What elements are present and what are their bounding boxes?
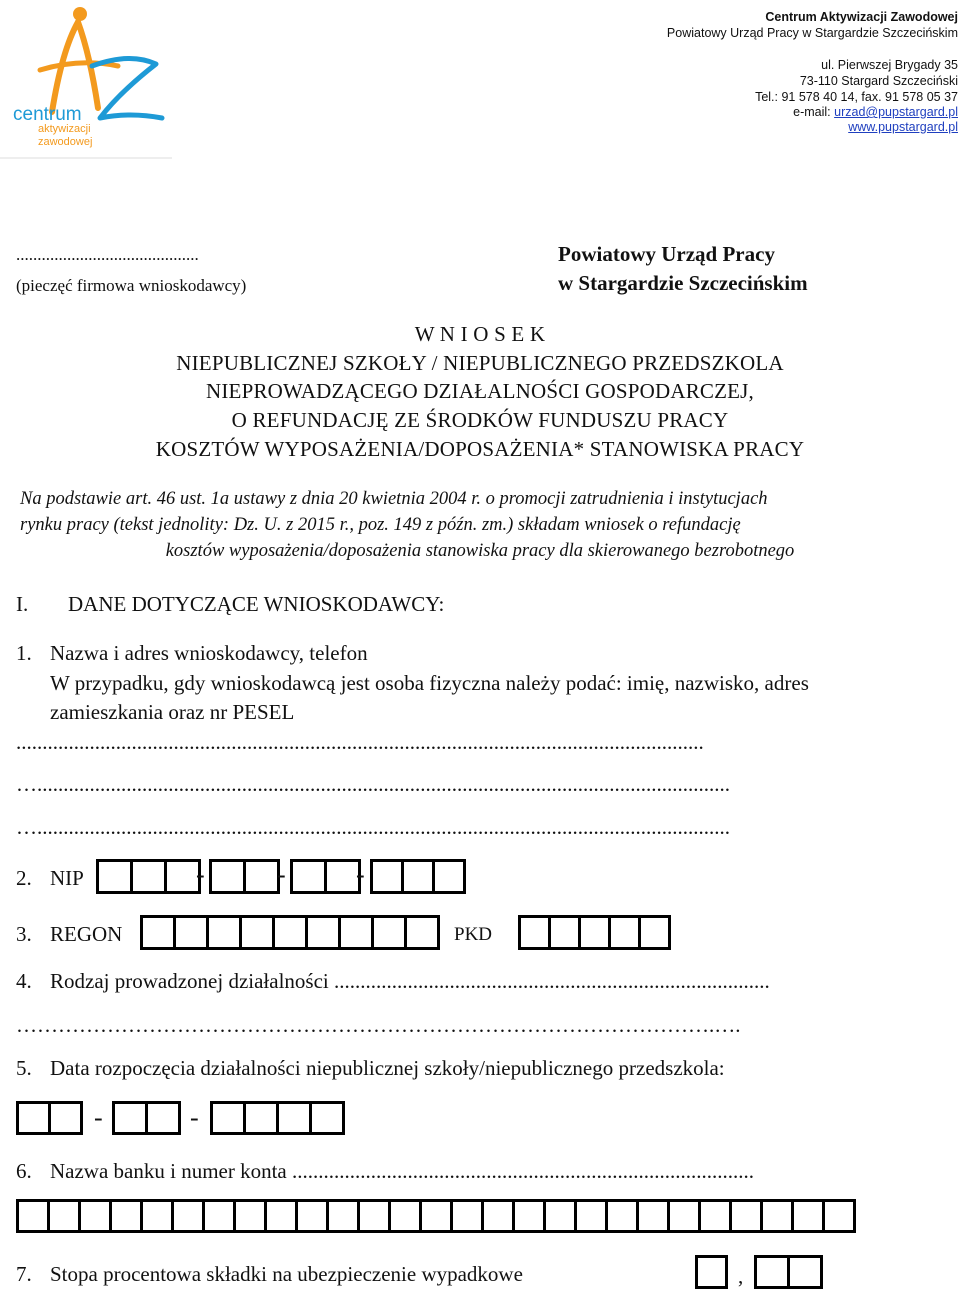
- nip-digit-box[interactable]: [401, 859, 435, 894]
- title-line2: NIEPUBLICZNEJ SZKOŁY / NIEPUBLICZNEGO PRZEDSZKOLA: [176, 351, 784, 375]
- q7-label: Stopa procentowa składki na ubezpieczenie wypadkowe: [50, 1262, 523, 1286]
- nip-digit-box[interactable]: [96, 859, 133, 894]
- regon-digit-box[interactable]: [206, 915, 242, 950]
- q1-hint1: W przypadku, gdy wnioskodawcą jest osoba fizyczna należy podać: imię, nazwisko, adres: [50, 671, 809, 695]
- rate-comma: ,: [738, 1264, 744, 1288]
- regon-digit-box[interactable]: [140, 915, 176, 950]
- account-digit-box[interactable]: [729, 1199, 763, 1233]
- header-street: ul. Pierwszej Brygady 35: [821, 58, 958, 72]
- account-digit-box[interactable]: [140, 1199, 174, 1233]
- account-digit-box[interactable]: [481, 1199, 515, 1233]
- regon-boxes[interactable]: [140, 915, 440, 950]
- account-digit-box[interactable]: [822, 1199, 856, 1233]
- section1-title: DANE DOTYCZĄCE WNIOSKODAWCY:: [68, 592, 445, 616]
- q4-label[interactable]: Rodzaj prowadzonej działalności ...................................................................................: [50, 969, 770, 993]
- pkd-char-box[interactable]: [608, 915, 641, 950]
- account-digit-box[interactable]: [512, 1199, 546, 1233]
- q7-num: 7.: [16, 1262, 32, 1286]
- q6-label[interactable]: Nazwa banku i numer konta ........................................................................................: [50, 1159, 755, 1183]
- account-digit-box[interactable]: [109, 1199, 143, 1233]
- q4-num: 4.: [16, 969, 32, 993]
- account-digit-box[interactable]: [760, 1199, 794, 1233]
- account-digit-box[interactable]: [419, 1199, 453, 1233]
- q1-num: 1.: [16, 641, 32, 665]
- q1-fill-line2[interactable]: …....................................................................................................................................: [16, 772, 730, 796]
- q3-pkd-label: PKD: [454, 924, 493, 945]
- nip-digit-box[interactable]: [209, 859, 246, 894]
- stamp-dots: ...........................................: [16, 245, 199, 264]
- account-digit-box[interactable]: [171, 1199, 205, 1233]
- pkd-char-box[interactable]: [518, 915, 551, 950]
- logo-text-centrum: centrum: [13, 104, 82, 125]
- account-digit-box[interactable]: [574, 1199, 608, 1233]
- q1-hint2: zamieszkania oraz nr PESEL: [50, 700, 295, 724]
- date-year-box[interactable]: [276, 1101, 312, 1135]
- account-digit-box[interactable]: [450, 1199, 484, 1233]
- legal-line2: rynku pracy (tekst jednolity: Dz. U. z 2015 r., poz. 149 z późn. zm.) składam wniosek o refundację: [20, 515, 741, 535]
- account-digit-box[interactable]: [78, 1199, 112, 1233]
- pkd-char-box[interactable]: [638, 915, 671, 950]
- nip-group-2[interactable]: [209, 859, 280, 894]
- q2-num: 2.: [16, 866, 32, 890]
- nip-group-3[interactable]: [290, 859, 361, 894]
- q5-num: 5.: [16, 1056, 32, 1080]
- rate-integer-digit-box[interactable]: [695, 1255, 728, 1289]
- account-digit-box[interactable]: [202, 1199, 236, 1233]
- q2-label: NIP: [50, 866, 84, 890]
- date-year-box[interactable]: [243, 1101, 279, 1135]
- header-city: 73-110 Stargard Szczeciński: [799, 74, 958, 88]
- nip-group-4[interactable]: [370, 859, 466, 894]
- legal-line3: kosztów wyposażenia/doposażenia stanowiska pracy dla skierowanego bezrobotnego: [165, 541, 795, 561]
- pkd-char-box[interactable]: [548, 915, 581, 950]
- q5-label: Data rozpoczęcia działalności niepublicznej szkoły/niepublicznego przedszkola:: [50, 1056, 725, 1080]
- date-day-box[interactable]: [48, 1101, 83, 1135]
- regon-digit-box[interactable]: [404, 915, 440, 950]
- account-digit-box[interactable]: [357, 1199, 391, 1233]
- logo-text-zawodowej: zawodowej: [38, 136, 93, 148]
- nip-digit-box[interactable]: [290, 859, 327, 894]
- regon-digit-box[interactable]: [272, 915, 308, 950]
- q1-fill-line3[interactable]: …....................................................................................................................................: [16, 815, 730, 839]
- q6-num: 6.: [16, 1159, 32, 1183]
- rate-decimal-digit-box[interactable]: [754, 1255, 790, 1289]
- q3-label: REGON: [50, 922, 123, 946]
- nip-group-1[interactable]: [96, 859, 201, 894]
- account-boxes[interactable]: [16, 1199, 856, 1233]
- account-digit-box[interactable]: [667, 1199, 701, 1233]
- date-month-box[interactable]: [145, 1101, 181, 1135]
- nip-digit-box[interactable]: [432, 859, 466, 894]
- date-dash-2: -: [190, 1103, 199, 1132]
- account-digit-box[interactable]: [636, 1199, 670, 1233]
- nip-digit-box[interactable]: [370, 859, 404, 894]
- recipient-line1: Powiatowy Urząd Pracy: [558, 242, 775, 266]
- rate-integer-box[interactable]: [695, 1255, 728, 1289]
- nip-dash-1: -: [196, 860, 205, 889]
- title-line3: NIEPROWADZĄCEGO DZIAŁALNOŚCI GOSPODARCZEJ,: [206, 379, 754, 403]
- regon-digit-box[interactable]: [305, 915, 341, 950]
- q1-label: Nazwa i adres wnioskodawcy, telefon: [50, 641, 368, 665]
- title-line4: O REFUNDACJĘ ZE ŚRODKÓW FUNDUSZU PRACY: [231, 408, 729, 432]
- header-website-row: [848, 120, 958, 134]
- rate-decimal-digit-box[interactable]: [787, 1255, 823, 1289]
- header-email-link[interactable]: urzad@pupstargard.pl: [834, 105, 958, 119]
- account-digit-box[interactable]: [326, 1199, 360, 1233]
- q3-num: 3.: [16, 922, 32, 946]
- account-digit-box[interactable]: [543, 1199, 577, 1233]
- q1-fill-line1[interactable]: ...................................................................................................................................: [16, 730, 704, 754]
- date-month-boxes[interactable]: [112, 1101, 181, 1135]
- nip-dash-2: -: [277, 860, 286, 889]
- regon-digit-box[interactable]: [338, 915, 374, 950]
- header-phone: Tel.: 91 578 40 14, fax. 91 578 05 37: [755, 90, 958, 104]
- title-line1: W N I O S E K: [414, 322, 546, 346]
- section1-num: I.: [16, 592, 29, 616]
- rate-decimal-boxes[interactable]: [754, 1255, 823, 1289]
- account-digit-box[interactable]: [605, 1199, 639, 1233]
- account-digit-box[interactable]: [698, 1199, 732, 1233]
- q4-fill-line[interactable]: ……………………………………………………………………………………….….: [16, 1013, 741, 1037]
- account-digit-box[interactable]: [233, 1199, 267, 1233]
- account-digit-box[interactable]: [295, 1199, 329, 1233]
- recipient-line2: w Stargardzie Szczecińskim: [558, 271, 808, 295]
- date-year-box[interactable]: [309, 1101, 345, 1135]
- date-day-boxes[interactable]: [16, 1101, 83, 1135]
- date-day-box[interactable]: [16, 1101, 51, 1135]
- date-year-box[interactable]: [210, 1101, 246, 1135]
- account-digit-box[interactable]: [16, 1199, 50, 1233]
- account-digit-box[interactable]: [47, 1199, 81, 1233]
- header-email-label: e-mail:: [793, 105, 835, 119]
- title-line5: KOSZTÓW WYPOSAŻENIA/DOPOSAŻENIA* STANOWISKA PRACY: [155, 437, 805, 461]
- legal-line1: Na podstawie art. 46 ust. 1a ustawy z dnia 20 kwietnia 2004 r. o promocji zatrudnienia i instytucjach: [20, 489, 768, 509]
- regon-digit-box[interactable]: [173, 915, 209, 950]
- date-year-boxes[interactable]: [210, 1101, 345, 1135]
- account-digit-box[interactable]: [388, 1199, 422, 1233]
- header-email-row: [793, 105, 958, 119]
- stamp-label: (pieczęć firmowa wnioskodawcy): [16, 276, 247, 295]
- pkd-boxes[interactable]: [518, 915, 671, 950]
- date-dash-1: -: [94, 1103, 103, 1132]
- nip-dash-3: -: [356, 860, 365, 889]
- logo: [0, 0, 175, 160]
- regon-digit-box[interactable]: [239, 915, 275, 950]
- account-digit-box[interactable]: [791, 1199, 825, 1233]
- nip-digit-box[interactable]: [243, 859, 280, 894]
- date-month-box[interactable]: [112, 1101, 148, 1135]
- header-org-sub: Powiatowy Urząd Pracy w Stargardzie Szczecińskim: [666, 26, 958, 40]
- header-org-name: Centrum Aktywizacji Zawodowej: [765, 10, 958, 24]
- logo-text-aktywizacji: aktywizacji: [38, 123, 91, 135]
- regon-digit-box[interactable]: [371, 915, 407, 950]
- nip-digit-box[interactable]: [130, 859, 167, 894]
- header-website-link[interactable]: www.pupstargard.pl: [848, 120, 958, 134]
- account-digit-box[interactable]: [264, 1199, 298, 1233]
- pkd-char-box[interactable]: [578, 915, 611, 950]
